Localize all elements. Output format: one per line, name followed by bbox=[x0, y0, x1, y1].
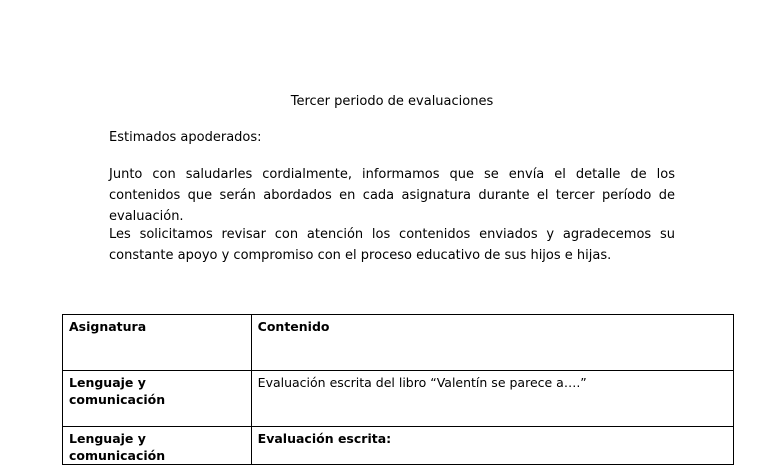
table-row bbox=[63, 427, 734, 465]
row-content: Evaluación escrita del libro “Valentín se parece a….” bbox=[251, 371, 733, 427]
row-subject: Lenguaje y comunicación bbox=[63, 371, 252, 427]
row-content: Evaluación escrita: bbox=[251, 427, 733, 465]
subjects-table bbox=[62, 314, 734, 465]
document-title: Tercer periodo de evaluaciones bbox=[290, 94, 494, 109]
table-row bbox=[63, 371, 734, 427]
header-contenido: Contenido bbox=[251, 315, 733, 371]
row-subject: Lenguaje y comunicación bbox=[63, 427, 252, 465]
table-header-row bbox=[63, 315, 734, 371]
paragraph-intro: Junto con saludarles cordialmente, informamos que se envía el detalle de los contenidos que serán abordados en cada asignatura durante el tercer período de evaluación. bbox=[109, 167, 675, 224]
greeting: Estimados apoderados: bbox=[109, 130, 262, 145]
paragraph-request: Les solicitamos revisar con atención los contenidos enviados y agradecemos su constante apoyo y compromiso con el proceso educativo de sus hijos e hijas. bbox=[109, 227, 675, 263]
header-asignatura: Asignatura bbox=[63, 315, 252, 371]
